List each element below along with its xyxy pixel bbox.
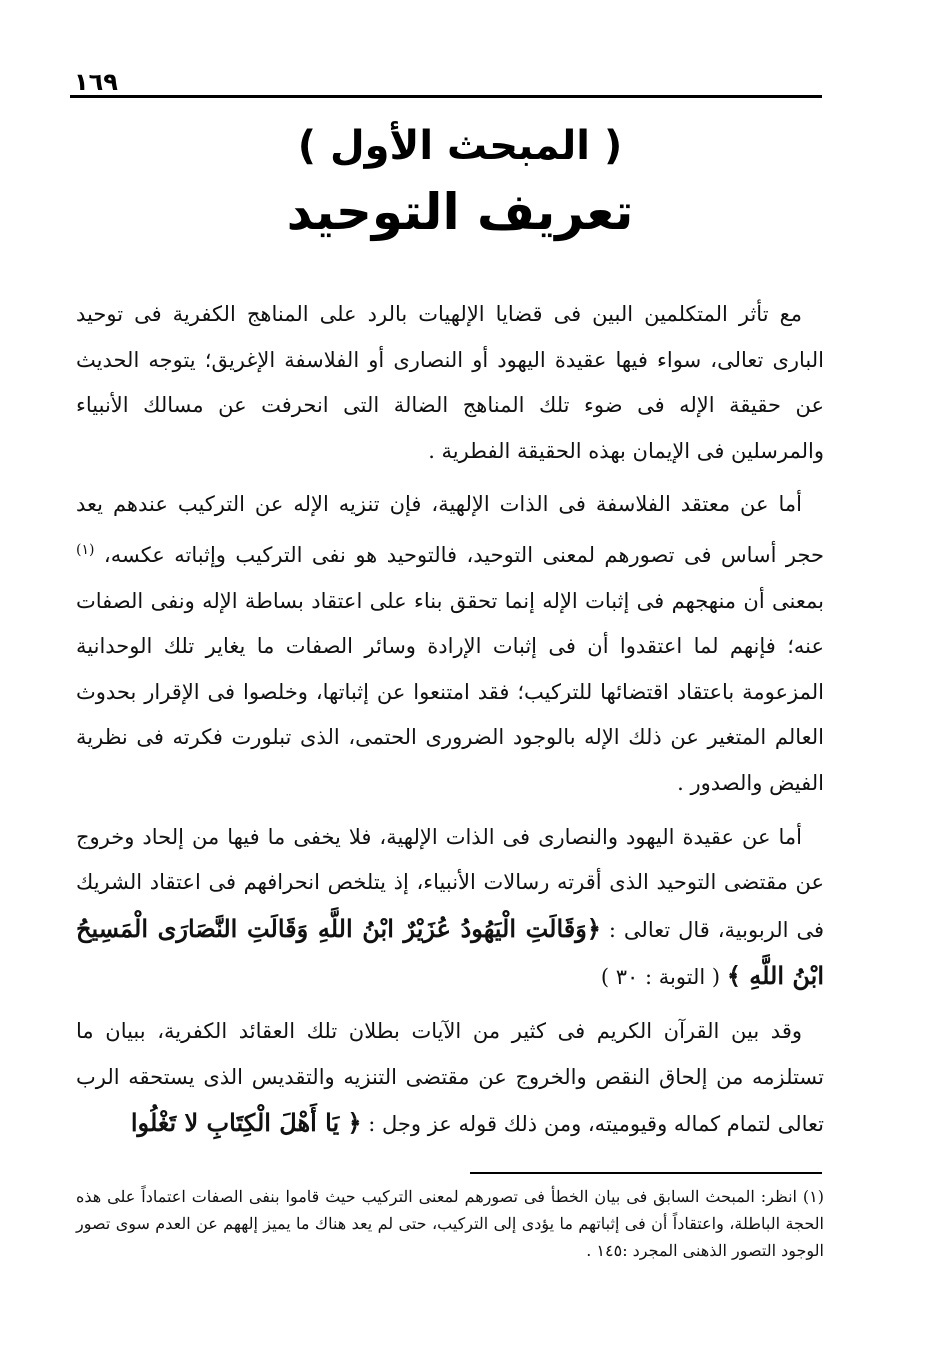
paragraph-4-text: وقد بين القرآن الكريم فى كثير من الآيات بطلان تلك العقائد الكفرية، ببيان ما تستلزمه من إلحاق النقص والخروج عن مقتضى التنزيه والتقديس الذى يستحقه الرب تعالى لتمام كماله وقيوميته، ومن ذلك قوله عز وجل :	[76, 1018, 824, 1137]
footnote-1: (١) انظر: المبحث السابق فى بيان الخطأ فى تصورهم لمعنى التركيب حيث قاموا بنفى الصفات اعتماداً على هذه الحجة الباطلة، واعتقاداً أن فى إثباتهم ما يؤدى إلى التركيب، حتى لم يعد هناك ما يميز إلههم عن العدم سوى تصور الوجود التصور الذهنى المجرد :١٤٥ .	[76, 1187, 824, 1260]
quran-verse-start: ﴿ يَا أَهْلَ الْكِتَابِ لا تَغْلُوا	[130, 1108, 362, 1138]
footnote-marker: (١)	[76, 541, 95, 558]
paragraph-4	[76, 1009, 824, 1148]
verse-reference: ( التوبة : ٣٠ )	[600, 965, 721, 990]
section-title: تعريف التوحيد	[286, 183, 634, 241]
paragraph-2	[76, 482, 824, 806]
header-rule	[70, 95, 822, 98]
body-text	[76, 292, 824, 1156]
quran-verse: ﴿وَقَالَتِ الْيَهُودُ عُزَيْرٌ ابْنُ اللَّهِ وَقَالَتِ النَّصَارَى الْمَسِيحُ ابْنُ اللَّهِ ﴾	[76, 913, 824, 991]
page-number: ١٦٩	[74, 68, 118, 96]
footnotes	[76, 1183, 824, 1264]
heading-block	[260, 118, 660, 250]
paragraph-2-part-1: أما عن معتقد الفلاسفة فى الذات الإلهية، فإن تنزيه الإله عن التركيب عندهم يعد حجر أساس فى تصورهم لمعنى التوحيد، فالتوحيد هو نفى التركيب وإثباته عكسه،	[76, 492, 824, 567]
paragraph-3-text: أما عن عقيدة اليهود والنصارى فى الذات الإلهية، فلا يخفى ما فيها من إلحاد وخروج عن مقتضى التوحيد الذى أقرته رسالات الأنبياء، إذ يتلخص انحرافهم فى اعتقاد الشريك فى الربوبية، قال تعالى :	[76, 824, 824, 942]
paragraph-1: مع تأثر المتكلمين البين فى قضايا الإلهيات بالرد على المناهج الكفرية فى توحيد البارى تعالى، سواء فيها عقيدة اليهود أو النصارى أو الفلاسفة الإغريق؛ يتوجه الحديث عن حقيقة الإله فى ضوء تلك المناهج الضالة التى انحرفت عن مسالك الأنبياء والمرسلين فى الإيمان بهذه الحقيقة الفطرية .	[76, 302, 824, 463]
footnote-rule	[470, 1172, 822, 1174]
paragraph-3	[76, 815, 824, 1001]
paragraph-2-part-2: بمعنى أن منهجهم فى إثبات الإله إنما تحقق بناء على اعتقاد بساطة الإله ونفى الصفات عنه؛ فإنهم لما اعتقدوا أن فى إثبات الإرادة وسائر الصفات ما يغاير تلك الوحدانية المزعومة باعتقاد اقتضائها للتركيب؛ فقد امتنعوا عن إثباتها، وخلصوا فى الإقرار بحدوث العالم المتغير عن ذلك الإله بالوجود الضرورى الحتمى، الذى تبلورت فكرته فى نظرية الفيض والصدور .	[76, 588, 824, 795]
section-label: ( المبحث الأول )	[297, 123, 623, 169]
